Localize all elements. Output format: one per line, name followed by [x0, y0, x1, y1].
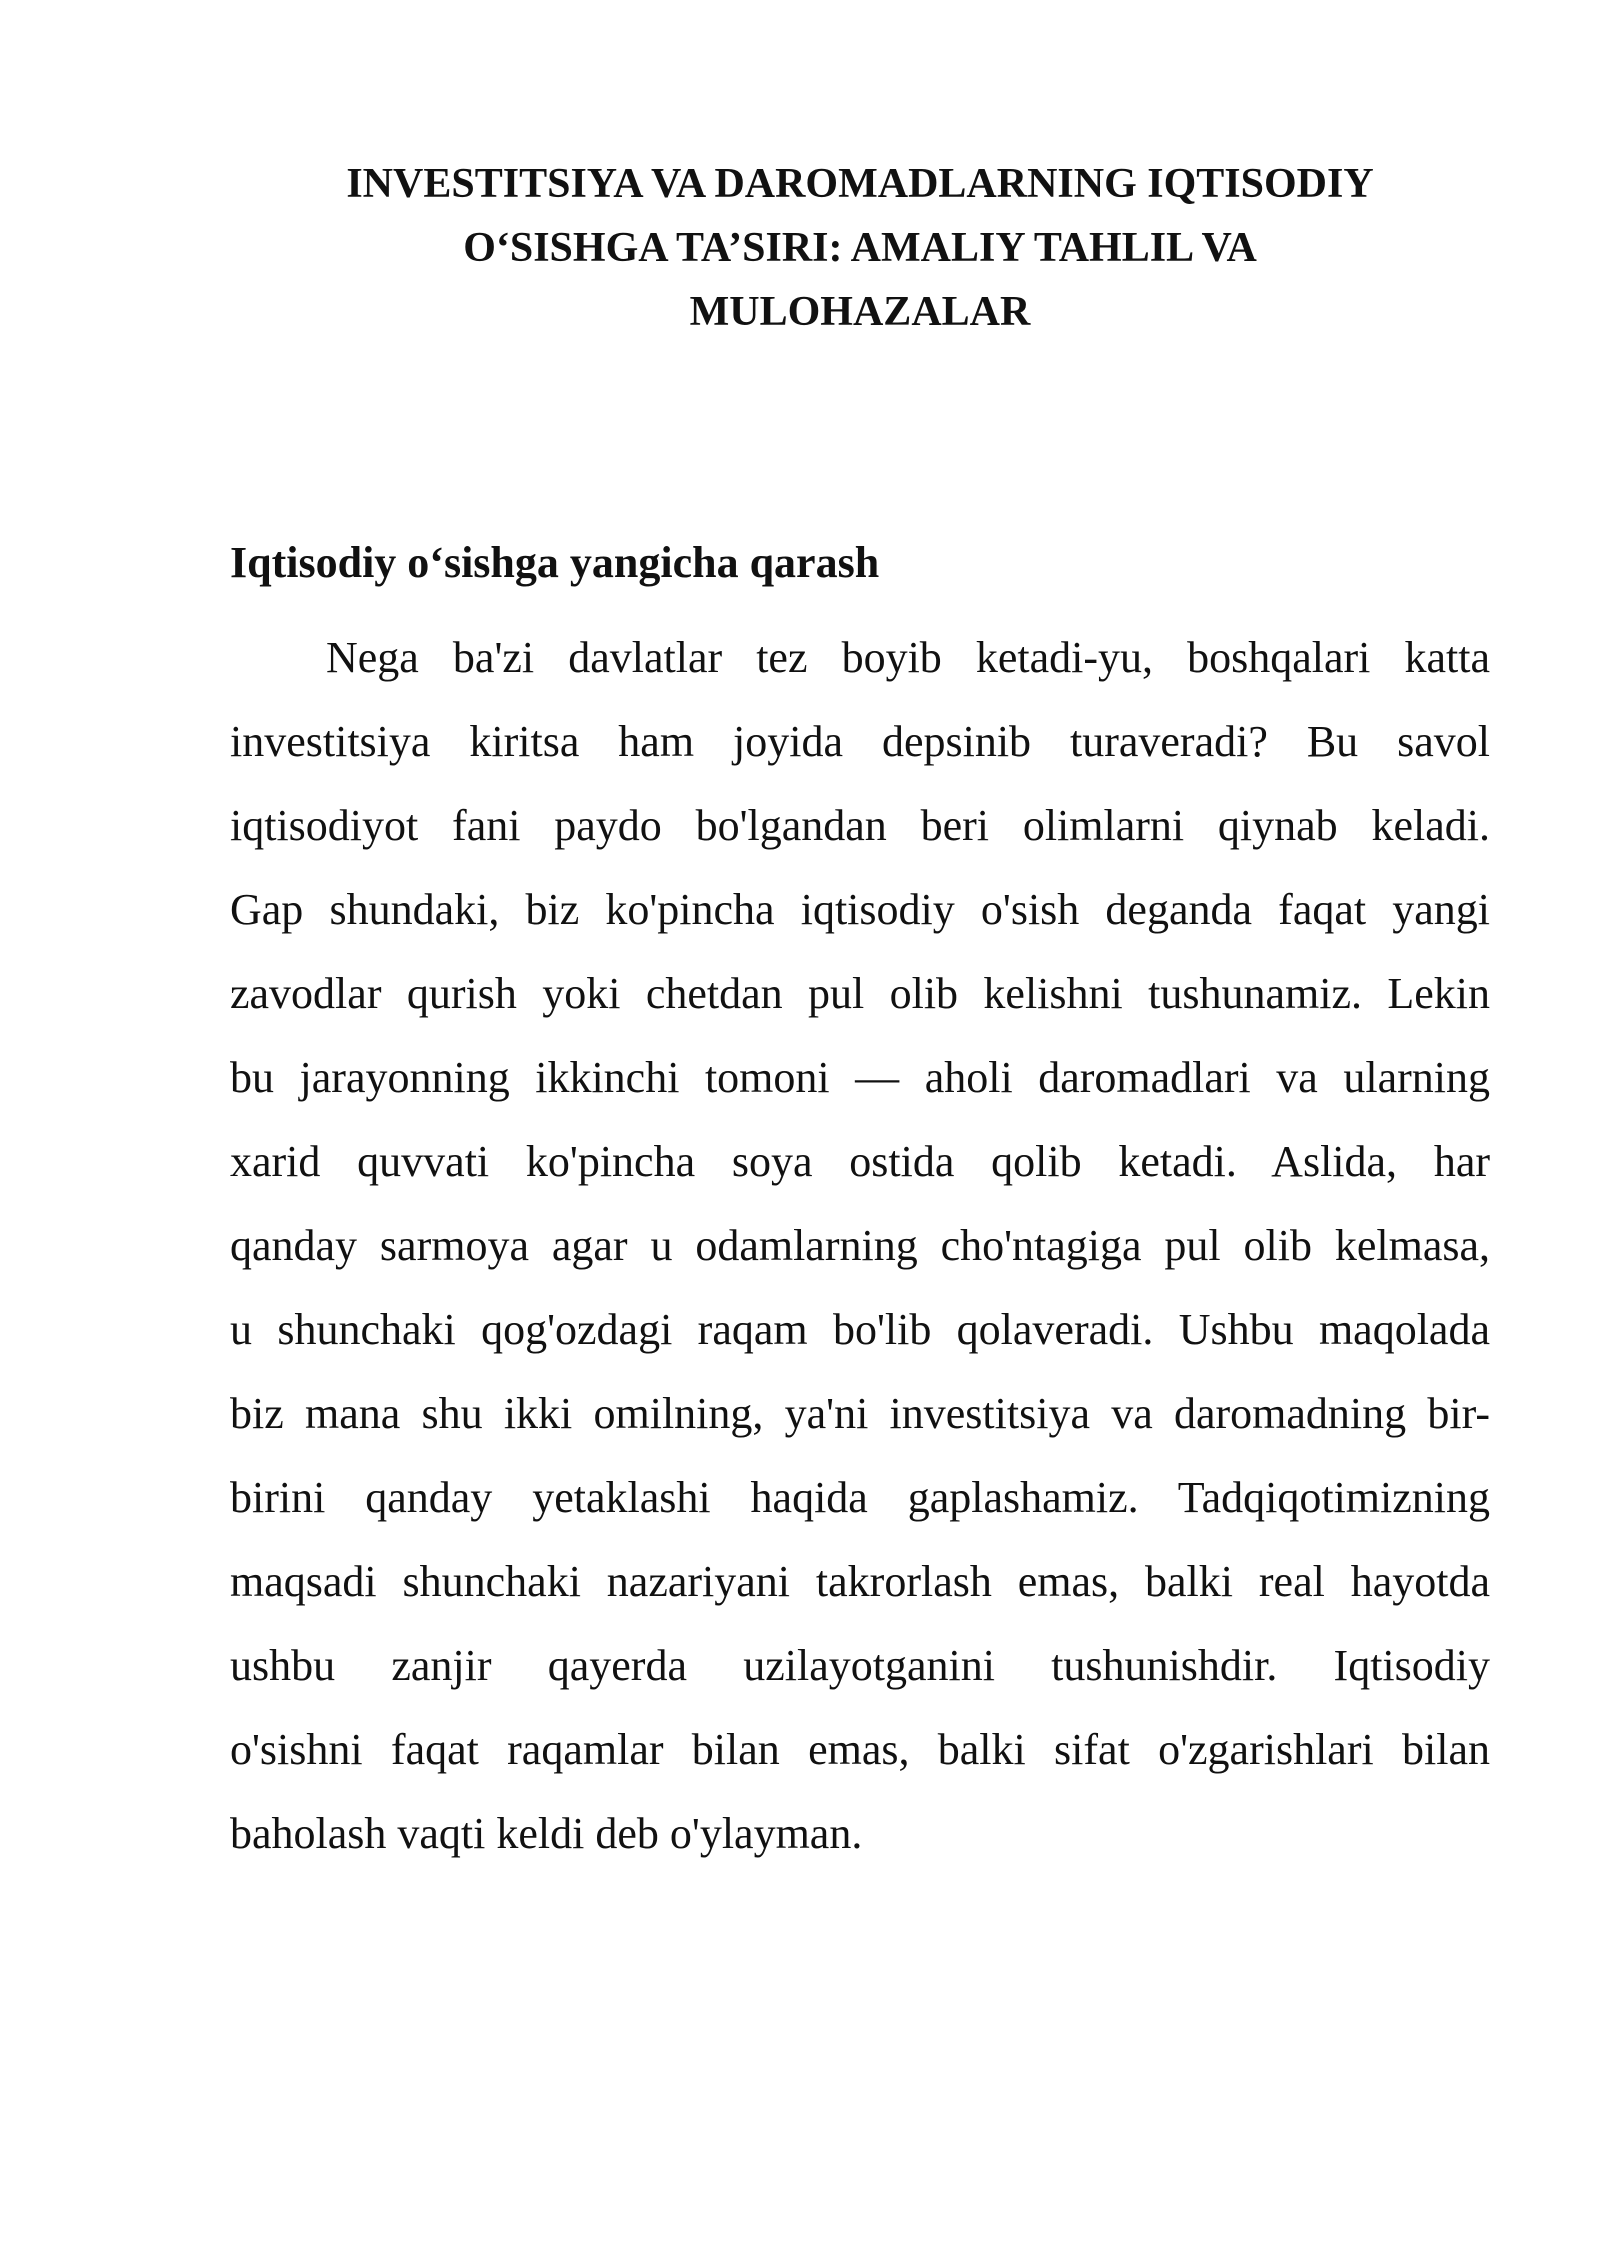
document-title	[230, 152, 1490, 344]
title-line: O‘SISHGA TA’SIRI: AMALIY TAHLIL VA	[463, 225, 1257, 271]
paragraph-line: biz mana shu ikki omilning, ya'ni investitsiya va daromadning bir-	[230, 1389, 1490, 1438]
title-line: INVESTITSIYA VA DAROMADLARNING IQTISODIY	[346, 161, 1374, 207]
paragraph-line: ushbu zanjir qayerda uzilayotganini tushunishdir. Iqtisodiy	[230, 1641, 1490, 1690]
paragraph-line: baholash vaqti keldi deb o'ylayman.	[230, 1809, 863, 1858]
title-line: MULOHAZALAR	[689, 289, 1031, 335]
body-paragraph	[230, 616, 1490, 1876]
paragraph-line: u shunchaki qog'ozdagi raqam bo'lib qolaveradi. Ushbu maqolada	[230, 1305, 1490, 1354]
paragraph-line: iqtisodiyot fani paydo bo'lgandan beri olimlarni qiynab keladi.	[230, 801, 1490, 850]
paragraph-line: Nega ba'zi davlatlar tez boyib ketadi-yu, boshqalari katta	[326, 633, 1490, 682]
paragraph-line: qanday sarmoya agar u odamlarning cho'ntagiga pul olib kelmasa,	[230, 1221, 1490, 1270]
paragraph-line: xarid quvvati ko'pincha soya ostida qolib ketadi. Aslida, har	[230, 1137, 1490, 1186]
paragraph-line: zavodlar qurish yoki chetdan pul olib kelishni tushunamiz. Lekin	[230, 969, 1490, 1018]
paragraph-line: Gap shundaki, biz ko'pincha iqtisodiy o'sish deganda faqat yangi	[230, 885, 1490, 934]
paragraph-line: maqsadi shunchaki nazariyani takrorlash emas, balki real hayotda	[230, 1557, 1490, 1606]
paragraph-line: o'sishni faqat raqamlar bilan emas, balki sifat o'zgarishlari bilan	[230, 1725, 1490, 1774]
paragraph-line: investitsiya kiritsa ham joyida depsinib turaveradi? Bu savol	[230, 717, 1490, 766]
paragraph-line: birini qanday yetaklashi haqida gaplashamiz. Tadqiqotimizning	[230, 1473, 1490, 1522]
paragraph-line: bu jarayonning ikkinchi tomoni — aholi daromadlari va ularning	[230, 1053, 1490, 1102]
section-heading: Iqtisodiy o‘sishga yangicha qarash	[230, 538, 880, 587]
